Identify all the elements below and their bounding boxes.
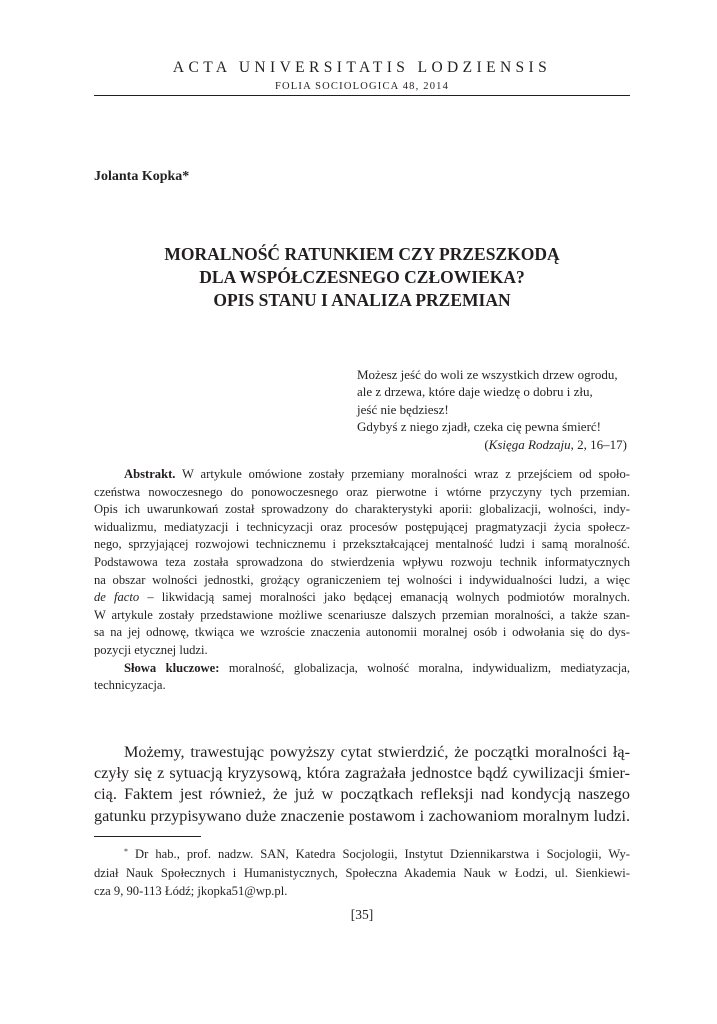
epigraph-line: ale z drzewa, które daje wiedzę o dobru i złu, [357, 384, 593, 400]
footnote-line: dział Nauk Społecznych i Humanistycznych, Społeczna Akademia Nauk w Łodzi, ul. Sienkiewi- [94, 865, 630, 880]
abstract [94, 466, 630, 695]
epigraph-source [357, 436, 630, 453]
abstract-line [94, 466, 630, 484]
title-line: OPIS STANU I ANALIZA PRZEMIAN [213, 290, 511, 310]
header-rule [94, 95, 630, 96]
footnote [94, 845, 630, 901]
body-paragraph [94, 742, 630, 827]
abstract-line: Podstawowa teza została sprowadzona do stwierdzenia wpływu rozwoju technik informatycznych [94, 554, 630, 569]
body-line: Możemy, trawestując powyższy cytat stwierdzić, że początki moralności łą- [124, 743, 630, 761]
footnote-text: Dr hab., prof. nadzw. SAN, Katedra Socjologii, Instytut Dziennikarstwa i Socjologii, Wy- [128, 847, 630, 861]
keywords-line [94, 660, 630, 678]
source-open: ( [484, 436, 489, 452]
abstract-label: Abstrakt. [124, 467, 176, 481]
abstract-italic: de facto [94, 590, 140, 605]
footnote-line: cza 9, 90-113 Łódź; jkopka51@wp.pl. [94, 884, 288, 898]
source-title: Księga Rodzaju [488, 436, 571, 452]
body-line: gatunku przypisywano duże znaczenie postawom i zachowaniom moralnym ludzi. [94, 806, 630, 825]
abstract-line: nego, sprzyjającej rozwojowi technicznemu i przekształcającej mentalność ludzi i samą moralność. [94, 537, 630, 552]
article-title [94, 243, 630, 312]
epigraph [357, 366, 630, 453]
abstract-line: W artykule zostały przedstawione możliwe scenariusze dalszych przemian moralności, a także szan- [94, 607, 630, 622]
abstract-line: widualizmu, mediatyzacji i technicyzacji oraz procesów postępującej pragmatyzacji życia społecz- [94, 519, 630, 534]
footnote-marker: * [124, 847, 128, 856]
journal-series: FOLIA SOCIOLOGICA 48, 2014 [274, 81, 450, 92]
abstract-line: sa na jej odnowę, tkwiąca we wzroście znaczenia autonomii moralnej osób i odwołania się do dys- [94, 625, 630, 640]
footnote-rule [94, 836, 201, 837]
keywords-line: technicyzacja. [94, 678, 166, 693]
journal-title: ACTA UNIVERSITATIS LODZIENSIS [172, 59, 552, 76]
keywords-label: Słowa kluczowe: [124, 660, 220, 675]
body-line: cią. Faktem jest również, że już w początkach refleksji nad kondycją naszego [94, 785, 630, 804]
abstract-text: W artykule omówione zostały przemiany moralności wraz z przejściem od społo- [175, 467, 630, 481]
author-name: Jolanta Kopka* [94, 169, 190, 184]
body-line: czyły się z sytuacją kryzysową, która zagrażała jednostce bądź cywilizacji śmier- [94, 764, 630, 783]
abstract-line: Opis ich uwarunkowań został sprowadzony do charakterystyki aporii: globalizacji, wolności, indy- [94, 502, 630, 517]
epigraph-line: Możesz jeść do woli ze wszystkich drzew ogrodu, [357, 367, 618, 382]
abstract-line: pozycji etycznej ludzi. [94, 642, 208, 657]
epigraph-line: Gdybyś z niego zjadł, czeka cię pewna śmierć! [357, 419, 602, 435]
abstract-line: czeństwa nowoczesnego do ponowoczesnego oraz pierwotne i wtórne przyczyny tych przemian. [94, 484, 630, 499]
footnote-line [94, 845, 630, 864]
abstract-line: na obszar wolności jednostki, grożący ograniczeniem tej wolności i indywidualności ludzi, a więc [94, 572, 630, 587]
keywords-text: moralność, globalizacja, wolność moralna, indywidualizm, mediatyzacja, [219, 660, 631, 675]
title-line: DLA WSPÓŁCZESNEGO CZŁOWIEKA? [199, 267, 525, 287]
source-ref: , 2, 16–17) [570, 436, 627, 452]
page-number: [35] [350, 907, 374, 922]
abstract-line [94, 589, 630, 607]
title-line: MORALNOŚĆ RATUNKIEM CZY PRZESZKODĄ [164, 244, 560, 264]
abstract-text: – likwidacją samej moralności jako będącej emanacją wolnych podmiotów moralnych. [139, 590, 630, 605]
epigraph-line: jeść nie będziesz! [357, 401, 449, 417]
